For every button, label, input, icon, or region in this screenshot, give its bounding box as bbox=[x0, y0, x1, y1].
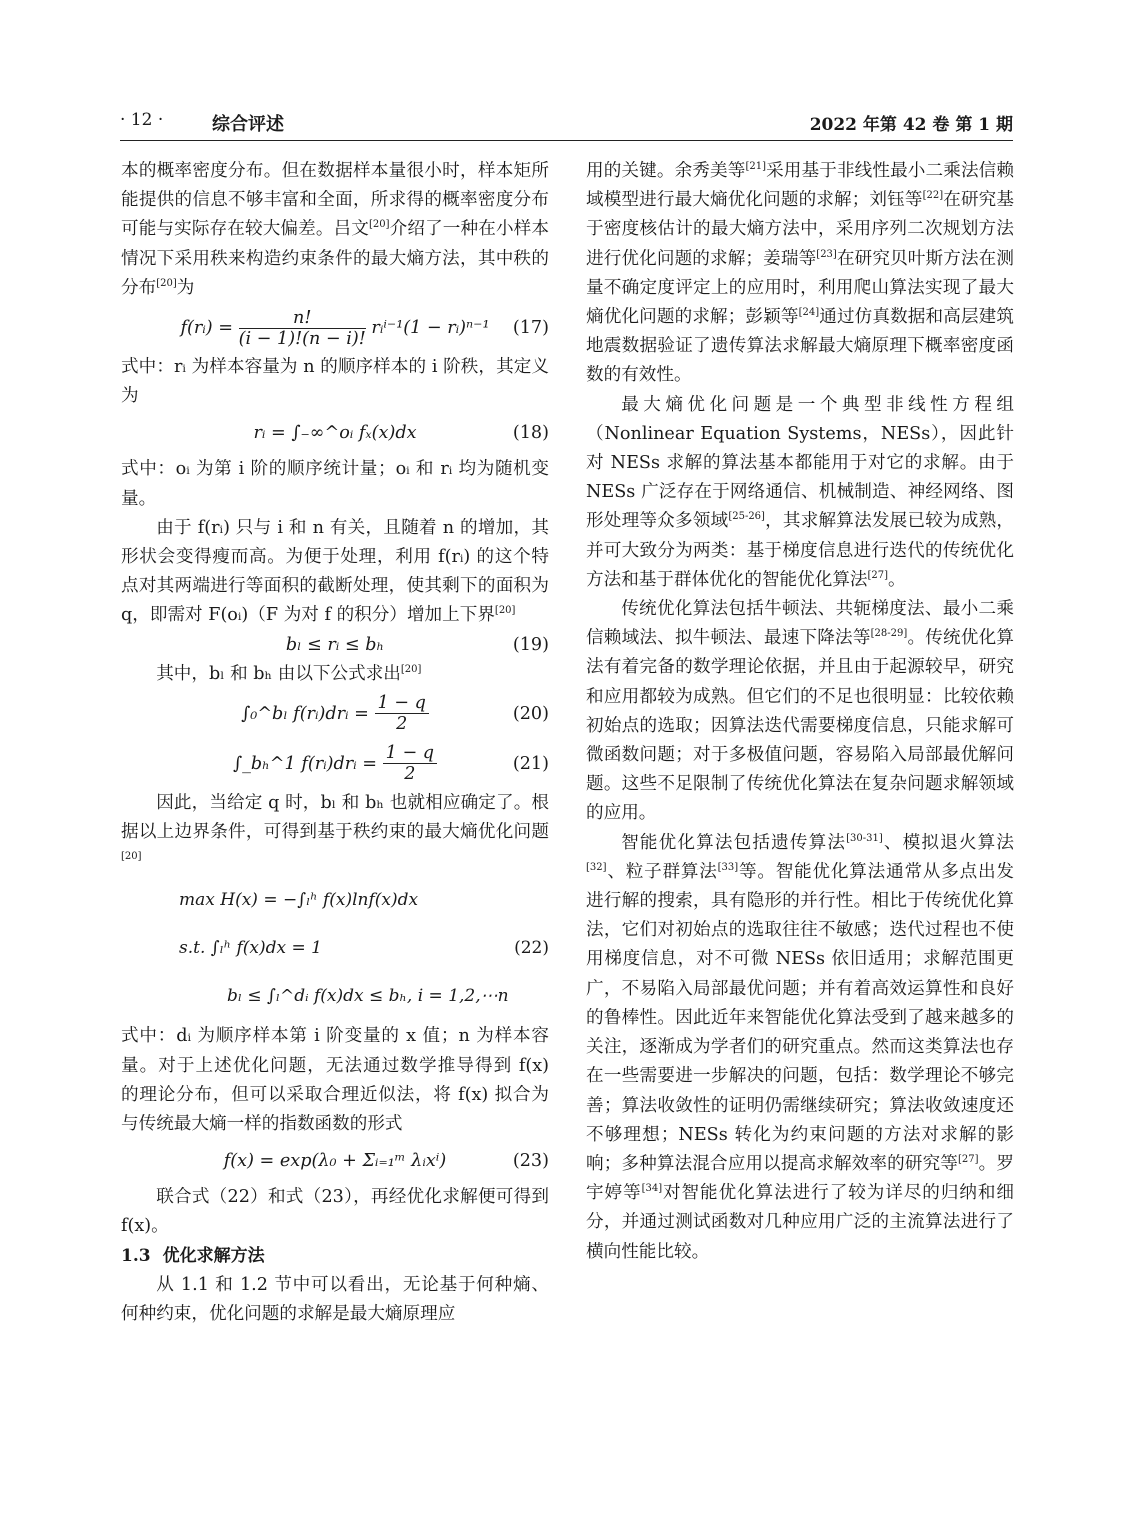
section-title: 综合评述 bbox=[212, 114, 284, 135]
citation: [22] bbox=[922, 190, 944, 202]
equation-19: bₗ ≤ rᵢ ≤ bₕ (19) bbox=[121, 631, 549, 660]
equation-number: (23) bbox=[512, 1151, 549, 1172]
equation-18: rᵢ = ∫₋∞^oᵢ fₓ(x)dx (18) bbox=[121, 411, 549, 455]
citation: [20] bbox=[494, 605, 516, 617]
citation: [28-29] bbox=[870, 628, 908, 640]
citation: [23] bbox=[816, 248, 837, 260]
paragraph: 其中，bₗ 和 bₕ 由以下公式求出[20] bbox=[156, 663, 422, 684]
equation-row: s.t. ∫ₗʰ f(x)dx = 1 bbox=[179, 938, 322, 959]
paragraph: 因此，当给定 q 时，bₗ 和 bₕ 也就相应确定了。根据以上边界条件，可得到基于秩约束的最大熵优化问题[20] bbox=[121, 792, 549, 863]
section-heading: 1.3 优化求解方法 bbox=[121, 1245, 265, 1266]
citation: [27] bbox=[867, 569, 889, 581]
page-number: · 12 · bbox=[120, 110, 164, 130]
paragraph: 式中：dᵢ 为顺序样本第 i 阶变量的 x 值；n 为样本容量。对于上述优化问题，无法通过数学推导得到 f(x) 的理论分布，但可以采取合理近似法，将 f(x) 拟合为与传统最大熵一样的指数函数的形式 bbox=[121, 1026, 549, 1135]
paragraph: 最大熵优化问题是一个典型非线性方程组（Nonlinear Equation Systems，NESs），因此针对 NESs 求解的算法基本都能用于对它的求解。由于 NESs 广泛存在于网络通信、机械制造、神经网络、图形处理等众多领域[25-26]，其求解算法发展已较为成熟，并可大致分为两类：基于梯度信息进行迭代的传统优化方法和基于群体优化的智能优化算法[27]。 bbox=[586, 394, 1014, 590]
equation-number: (21) bbox=[512, 753, 549, 774]
equation-17: f(rᵢ) = $\frac{n!}{(i - 1)!(n - i)!}$ rᵢⁱ⁻¹(1 − rᵢ)ⁿ⁻¹ (17) bbox=[121, 303, 549, 353]
equation-row: max H(x) = −∫ₗʰ f(x)lnf(x)dx bbox=[179, 890, 419, 911]
equation-number: (17) bbox=[512, 318, 549, 339]
paragraph: 本的概率密度分布。但在数据样本量很小时，样本矩所能提供的信息不够丰富和全面，所求得的概率密度分布可能与实际存在较大偏差。吕文[20]介绍了一种在小样本情况下采用秩来构造约束条件的最大熵方法，其中秩的分布[20]为 bbox=[121, 161, 549, 298]
citation: [33] bbox=[717, 862, 739, 874]
equation-number: (18) bbox=[512, 423, 549, 444]
paragraph: 用的关键。余秀美等[21]采用基于非线性最小二乘法信赖域模型进行最大熵优化问题的求解；刘钰等[22]在研究基于密度核估计的最大熵方法中，采用序列二次规划方法进行优化问题的求解；姜瑞等[23]在研究贝叶斯方法在测量不确定度评定上的应用时，利用爬山算法实现了最大熵优化问题的求解；彭颖等[24]通过仿真数据和高层建筑地震数据验证了遗传算法求解最大熵原理下概率密度函数的有效性。 bbox=[586, 161, 1014, 386]
paragraph: 联合式（22）和式（23），再经优化求解便可得到 f(x)。 bbox=[121, 1187, 549, 1237]
equation-number: (19) bbox=[512, 634, 549, 655]
journal-issue: 2022 年第 42 卷 第 1 期 bbox=[809, 115, 1013, 135]
citation: [25-26] bbox=[728, 511, 765, 523]
citation: [20] bbox=[369, 219, 390, 231]
equation-23: f(x) = exp(λ₀ + Σᵢ₌₁ᵐ λᵢxⁱ) (23) bbox=[121, 1139, 549, 1183]
citation: [20] bbox=[400, 663, 422, 675]
citation: [34] bbox=[641, 1183, 663, 1195]
paragraph: 传统优化算法包括牛顿法、共轭梯度法、最小二乘信赖域法、拟牛顿法、最速下降法等[28-29]。传统优化算法有着完备的数学理论依据，并且由于起源较早，研究和应用都较为成熟。但它们的不足也很明显：比较依赖初始点的选取；因算法迭代需要梯度信息，只能求解可微函数问题；对于多极值问题，容易陷入局部最优解问题。这些不足限制了传统优化算法在复杂问题求解领域的应用。 bbox=[586, 599, 1014, 824]
page-header bbox=[120, 110, 1013, 141]
citation: [20] bbox=[156, 277, 177, 289]
right-column bbox=[586, 157, 1014, 1267]
equation-20: ∫₀^bₗ f(rᵢ)drᵢ = $\frac{1 - q}{2}$ (20) bbox=[121, 689, 549, 739]
paragraph: 从 1.1 和 1.2 节中可以看出，无论基于何种熵、何种约束，优化问题的求解是最大熵原理应 bbox=[121, 1274, 549, 1325]
citation: [20] bbox=[121, 851, 142, 863]
equation-21: ∫_bₕ^1 f(rᵢ)drᵢ = $\frac{1 - q}{2}$ (21) bbox=[121, 739, 549, 789]
equation-row: bₗ ≤ ∫ₗ^dᵢ f(x)dx ≤ bₕ, i = 1,2,⋯n bbox=[227, 986, 509, 1007]
citation: [32] bbox=[586, 862, 607, 874]
paragraph: 式中：oᵢ 为第 i 阶的顺序统计量；oᵢ 和 rᵢ 均为随机变量。 bbox=[121, 459, 549, 509]
citation: [24] bbox=[798, 307, 820, 319]
citation: [27] bbox=[958, 1154, 979, 1166]
equation-number: (22) bbox=[514, 938, 549, 959]
equation-number: (20) bbox=[512, 703, 549, 724]
paragraph: 智能优化算法包括遗传算法[30-31]、模拟退火算法[32]、粒子群算法[33]等。智能优化算法通常从多点出发进行解的搜索，具有隐形的并行性。相比于传统优化算法，它们对初始点的选取往往不敏感；迭代过程也不使用梯度信息，对不可微 NESs 依旧适用；求解范围更广，不易陷入局部最优问题；并有着高效运算性和良好的鲁棒性。因此近年来智能优化算法受到了越来越多的关注，逐渐成为学者们的研究重点。然而这类算法也存在一些需要进一步解决的问题，包括：数学理论不够完善；算法收敛性的证明仍需继续研究；算法收敛速度还不够理想；NESs 转化为约束问题的方法对求解的影响；多种算法混合应用以提高求解效率的研究等[27]。罗宇婷等[34]对智能优化算法进行了较为详尽的归纳和细分，并通过测试函数对几种应用广泛的主流算法进行了横向性能比较。 bbox=[586, 832, 1014, 1262]
citation: [30-31] bbox=[846, 832, 883, 844]
equation-22 bbox=[121, 876, 549, 1022]
left-column bbox=[121, 157, 549, 1329]
citation: [21] bbox=[745, 161, 766, 173]
paragraph: 由于 f(rᵢ) 只与 i 和 n 有关，且随着 n 的增加，其形状会变得瘦而高。为便于处理，利用 f(rᵢ) 的这个特点对其两端进行等面积的截断处理，使其剩下的面积为 q，即需对 F(oᵢ)（F 为对 f 的积分）增加上下界[20] bbox=[121, 517, 549, 626]
paragraph: 式中：rᵢ 为样本容量为 n 的顺序样本的 i 阶秩，其定义为 bbox=[121, 357, 549, 407]
